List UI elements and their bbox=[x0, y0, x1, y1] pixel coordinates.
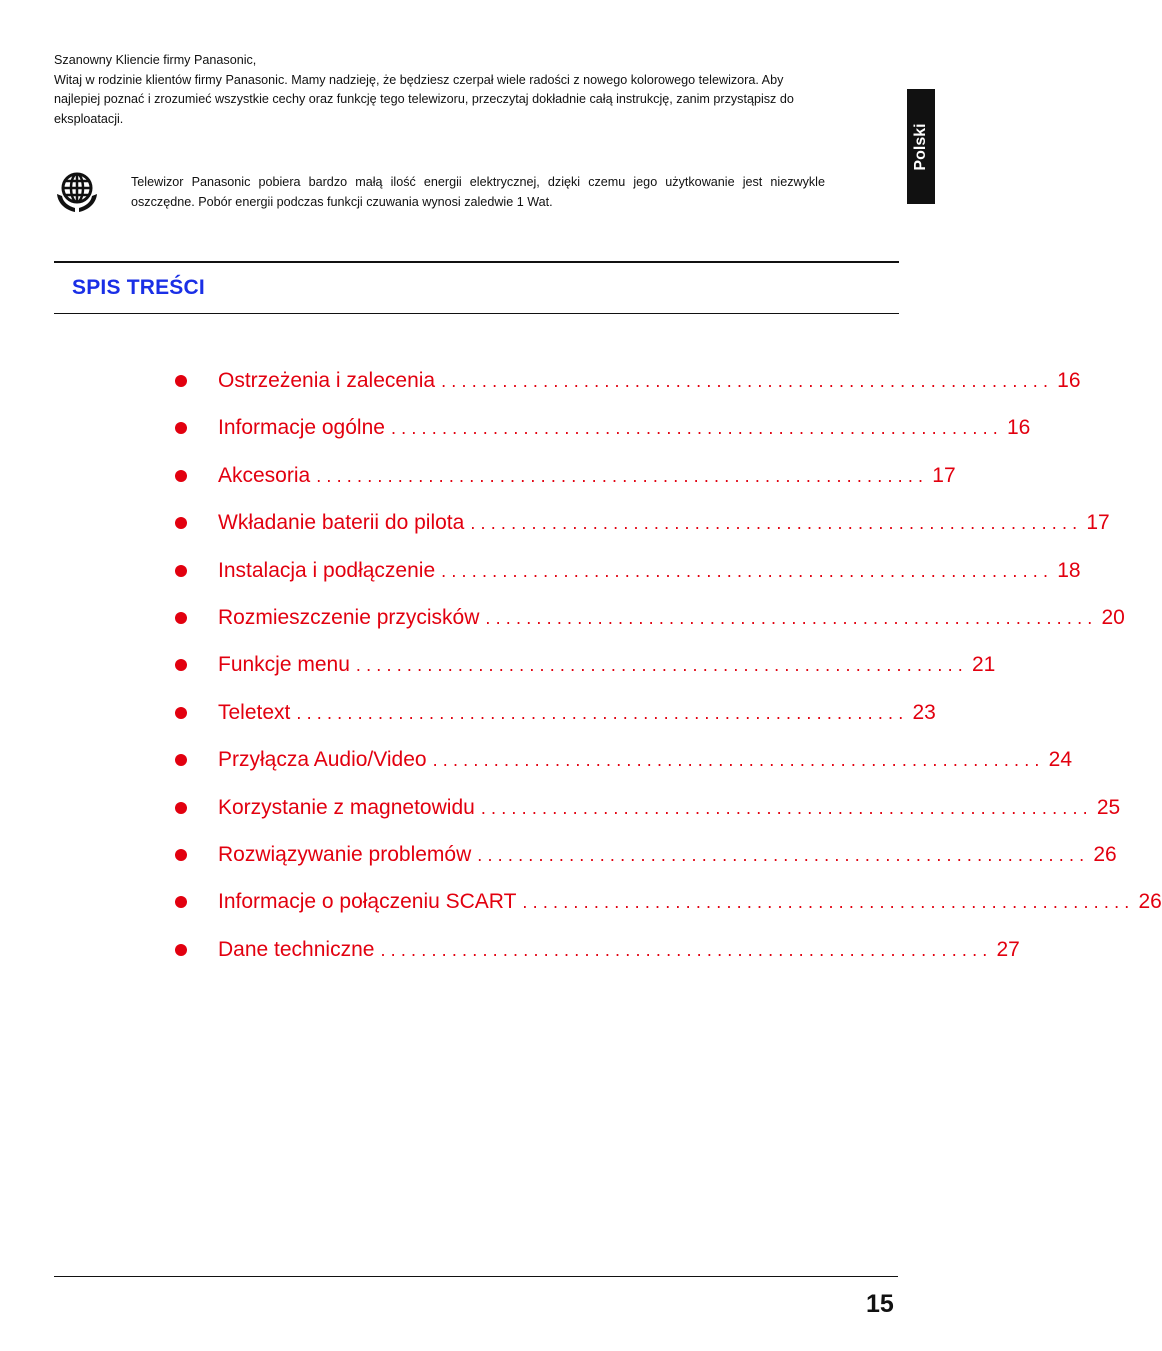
language-tab-label: Polski bbox=[912, 122, 929, 171]
bullet-icon bbox=[175, 707, 187, 719]
toc-item-page: 25 bbox=[1096, 795, 1121, 819]
toc-item-label: Przyłącza Audio/Video bbox=[218, 748, 427, 772]
toc-item-page: 20 bbox=[1101, 606, 1125, 629]
page-number: 15 bbox=[866, 1290, 894, 1318]
toc-item[interactable] bbox=[172, 650, 996, 680]
footer-rule bbox=[54, 1276, 898, 1277]
toc-item[interactable] bbox=[172, 366, 1081, 396]
bullet-icon bbox=[175, 517, 187, 529]
toc-item-label: Dane techniczne bbox=[218, 937, 375, 961]
bullet-icon bbox=[175, 565, 187, 577]
toc-item[interactable] bbox=[172, 793, 1121, 823]
intro-line-2: najlepiej poznać i zrozumieć wszystkie cechy oraz funkcję tego telewizoru, przeczytaj dokładnie całą instrukcję, zanim przystąpisz do bbox=[54, 92, 794, 106]
toc-item-leader: ............................................................ bbox=[470, 513, 1083, 534]
toc-item-label: Rozwiązywanie problemów bbox=[218, 843, 472, 866]
toc-item-leader: ............................................................ bbox=[355, 655, 968, 676]
toc-item-leader: ............................................................ bbox=[477, 845, 1090, 865]
toc-item-leader: ............................................................ bbox=[485, 608, 1098, 628]
toc-item-page: 26 bbox=[1138, 890, 1162, 914]
bullet-icon bbox=[175, 470, 187, 482]
toc-item[interactable] bbox=[172, 887, 1162, 917]
toc-item-label: Teletext bbox=[218, 700, 291, 724]
toc-item-leader: ............................................................ bbox=[432, 750, 1045, 771]
section-rule-bottom bbox=[54, 313, 899, 314]
toc-item-page: 24 bbox=[1048, 748, 1072, 772]
toc-item[interactable] bbox=[172, 698, 936, 728]
toc-item-label: Ostrzeżenia i zalecenia bbox=[218, 369, 436, 392]
language-tab bbox=[907, 89, 935, 204]
toc-item[interactable] bbox=[172, 935, 1020, 965]
toc-item-leader: ............................................................ bbox=[441, 371, 1054, 391]
toc-item-label: Rozmieszczenie przycisków bbox=[218, 606, 480, 629]
toc-item[interactable] bbox=[172, 413, 1031, 443]
intro-paragraph bbox=[54, 51, 902, 129]
toc-item-page: 16 bbox=[1007, 416, 1031, 440]
toc-item-page: 26 bbox=[1093, 843, 1117, 866]
toc-item-page: 21 bbox=[971, 653, 996, 677]
toc-item-leader: ............................................................ bbox=[522, 892, 1135, 913]
toc-item[interactable] bbox=[172, 745, 1072, 775]
toc-item-page: 17 bbox=[1086, 511, 1110, 535]
intro-line-3: eksploatacji. bbox=[54, 111, 124, 126]
toc-item[interactable] bbox=[172, 461, 956, 491]
toc-item-label: Akcesoria bbox=[218, 463, 311, 487]
toc-item-leader: ............................................................ bbox=[316, 465, 929, 486]
toc-item-page: 27 bbox=[996, 937, 1020, 961]
bullet-icon bbox=[175, 754, 187, 766]
toc-item[interactable] bbox=[172, 603, 1125, 633]
toc-item-page: 17 bbox=[932, 463, 956, 487]
toc-item-leader: ............................................................ bbox=[480, 797, 1093, 818]
intro-line-1: Witaj w rodzinie klientów firmy Panasonic. Mamy nadzieję, że będziesz czerpał wiele radości z nowego kolorowego telewizora. Aby bbox=[54, 72, 784, 87]
toc-item[interactable] bbox=[172, 508, 1110, 538]
toc-item-page: 16 bbox=[1057, 369, 1081, 392]
toc-item-label: Instalacja i podłączenie bbox=[218, 558, 436, 582]
toc-item-label: Funkcje menu bbox=[218, 653, 350, 677]
toc-item-label: Informacje ogólne bbox=[218, 416, 385, 440]
toc-item[interactable] bbox=[172, 840, 1117, 870]
toc-item-leader: ............................................................ bbox=[296, 702, 909, 723]
toc-item-label: Informacje o połączeniu SCART bbox=[218, 890, 517, 914]
bullet-icon bbox=[175, 375, 187, 387]
bullet-icon bbox=[175, 659, 187, 671]
eco-globe-hands-icon bbox=[54, 170, 100, 216]
toc-item-label: Wkładanie baterii do pilota bbox=[218, 511, 465, 535]
toc-item-leader: ............................................................ bbox=[380, 939, 993, 960]
toc-item-page: 18 bbox=[1057, 558, 1081, 582]
toc-item-page: 23 bbox=[912, 700, 936, 724]
bullet-icon bbox=[175, 422, 187, 434]
toc-item-leader: ............................................................ bbox=[390, 418, 1003, 439]
bullet-icon bbox=[175, 944, 187, 956]
section-rule-top bbox=[54, 261, 899, 263]
toc-item-label: Korzystanie z magnetowidu bbox=[218, 795, 475, 819]
toc-item-leader: ............................................................ bbox=[441, 560, 1054, 581]
energy-note: Telewizor Panasonic pobiera bardzo małą ilość energii elektrycznej, dzięki czemu jego użytkowanie jest niezwykle oszczędne. Pobór energii podczas funkcji czuwania wynosi zaledwie 1 Wat. bbox=[131, 175, 825, 209]
toc-title: SPIS TREŚCI bbox=[72, 276, 205, 299]
bullet-icon bbox=[175, 612, 187, 624]
bullet-icon bbox=[175, 896, 187, 908]
bullet-icon bbox=[175, 802, 187, 814]
intro-greeting: Szanowny Kliencie firmy Panasonic, bbox=[54, 53, 257, 67]
toc-item[interactable] bbox=[172, 556, 1081, 586]
bullet-icon bbox=[175, 849, 187, 861]
